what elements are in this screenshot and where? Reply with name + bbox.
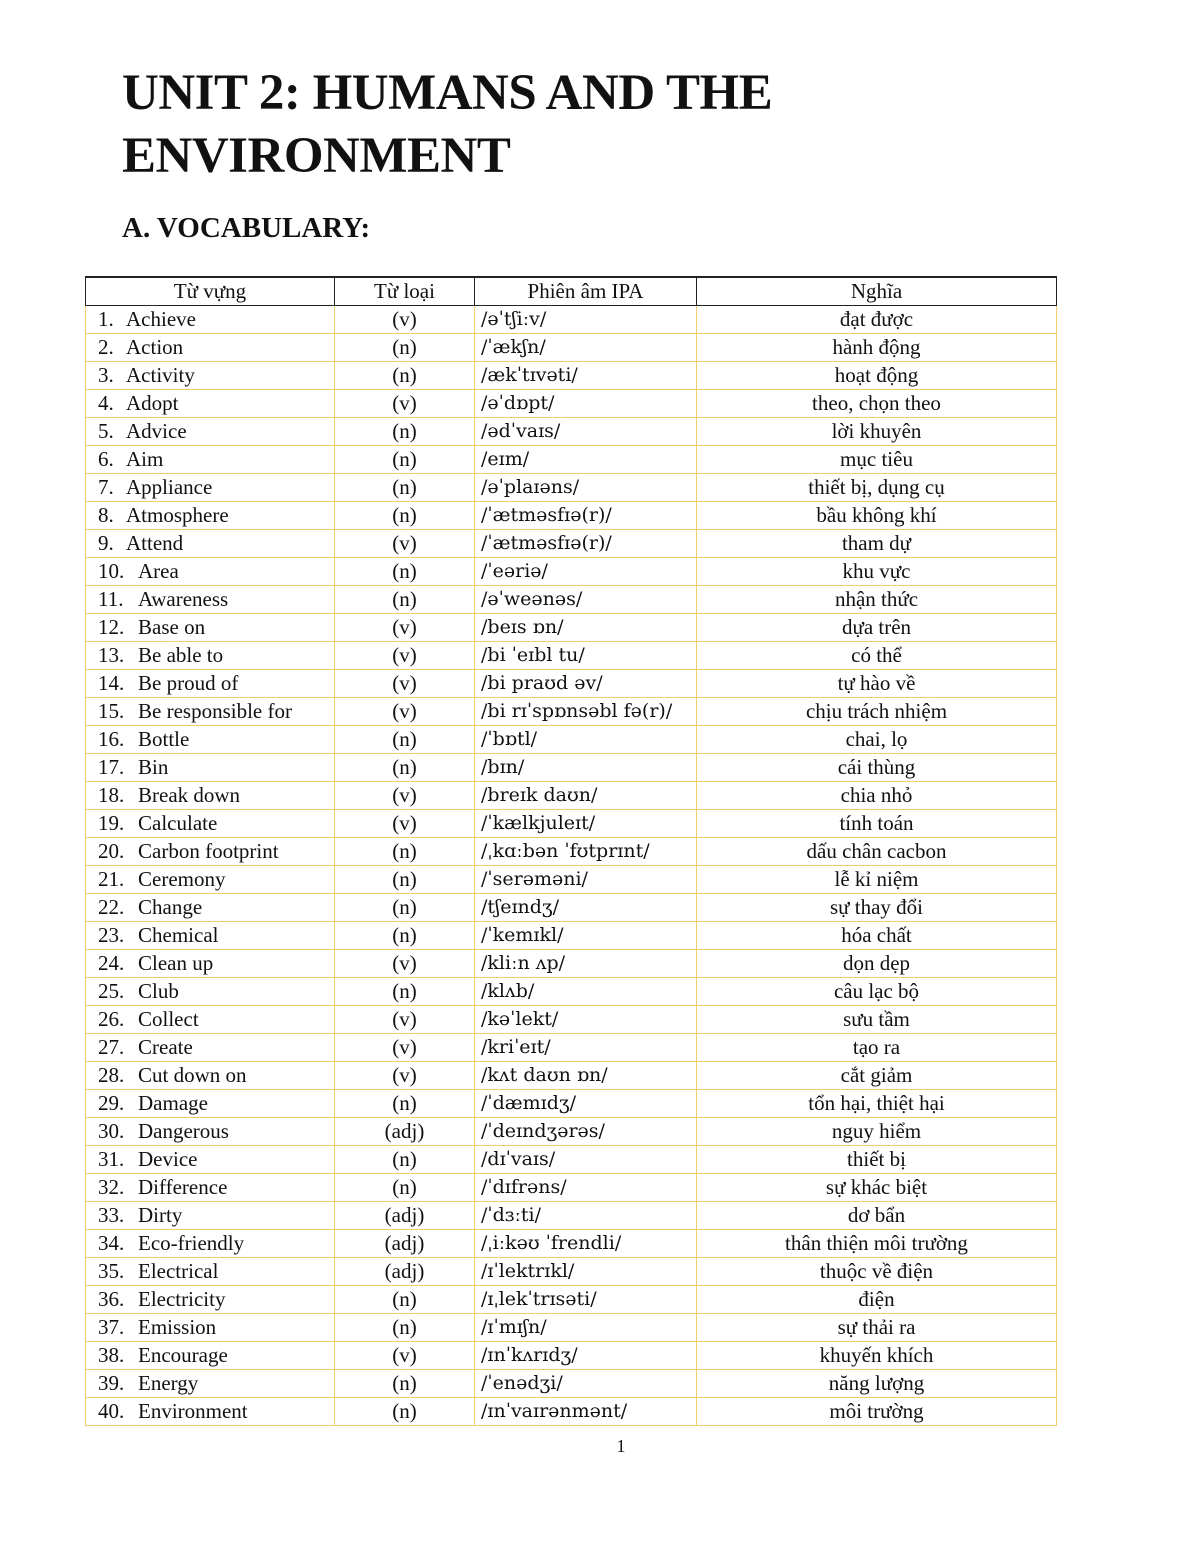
cell-ipa: /ɪˈlektrɪkl/ (475, 1258, 697, 1286)
word-text: Change (138, 895, 203, 919)
row-number: 32. (98, 1175, 125, 1199)
row-number: 20. (98, 839, 125, 863)
word-text: Eco-friendly (138, 1231, 245, 1255)
row-number: 31. (98, 1147, 125, 1171)
cell-word (86, 614, 335, 642)
page-title: UNIT 2: HUMANS AND THE ENVIRONMENT (122, 65, 773, 184)
cell-part-of-speech: (v) (335, 1006, 475, 1034)
table-row (86, 1062, 1057, 1090)
word-text: Club (138, 979, 179, 1003)
cell-word (86, 810, 335, 838)
word-text: Electrical (138, 1259, 219, 1283)
row-number: 4. (98, 391, 114, 415)
cell-ipa: /ˈækʃn/ (475, 334, 697, 362)
cell-part-of-speech: (n) (335, 1286, 475, 1314)
cell-part-of-speech: (adj) (335, 1202, 475, 1230)
cell-meaning: lễ kỉ niệm (697, 866, 1057, 894)
header-ipa: Phiên âm IPA (475, 277, 697, 306)
cell-meaning: có thể (697, 642, 1057, 670)
cell-ipa: /breɪk daʊn/ (475, 782, 697, 810)
table-header-row (86, 277, 1057, 306)
cell-word (86, 446, 335, 474)
cell-part-of-speech: (v) (335, 698, 475, 726)
cell-word (86, 642, 335, 670)
cell-meaning: tham dự (697, 530, 1057, 558)
cell-part-of-speech: (v) (335, 950, 475, 978)
cell-ipa: /ˈenədʒi/ (475, 1370, 697, 1398)
table-row (86, 950, 1057, 978)
cell-part-of-speech: (adj) (335, 1230, 475, 1258)
cell-word (86, 726, 335, 754)
cell-meaning: dọn dẹp (697, 950, 1057, 978)
word-text: Achieve (126, 307, 196, 331)
page-number: 1 (616, 1436, 626, 1456)
cell-ipa: /beɪs ɒn/ (475, 614, 697, 642)
header-part-of-speech: Từ loại (335, 277, 475, 306)
cell-ipa: /ɪnˈkʌrɪdʒ/ (475, 1342, 697, 1370)
cell-meaning: chia nhỏ (697, 782, 1057, 810)
word-text: Atmosphere (126, 503, 229, 527)
word-text: Attend (126, 531, 184, 555)
table-row (86, 1090, 1057, 1118)
row-number: 34. (98, 1231, 125, 1255)
cell-part-of-speech: (n) (335, 894, 475, 922)
cell-word (86, 418, 335, 446)
cell-word (86, 1174, 335, 1202)
cell-word (86, 838, 335, 866)
word-text: Collect (138, 1007, 199, 1031)
cell-word (86, 978, 335, 1006)
cell-word (86, 670, 335, 698)
row-number: 3. (98, 363, 114, 387)
table-row (86, 474, 1057, 502)
cell-ipa: /ˌkɑːbən ˈfʊtprɪnt/ (475, 838, 697, 866)
cell-word (86, 530, 335, 558)
cell-word (86, 894, 335, 922)
word-text: Break down (138, 783, 241, 807)
cell-word (86, 922, 335, 950)
table-row (86, 1202, 1057, 1230)
word-text: Area (138, 559, 179, 583)
row-number: 29. (98, 1091, 125, 1115)
cell-ipa: /ˈdɪfrəns/ (475, 1174, 697, 1202)
row-number: 19. (98, 811, 125, 835)
cell-part-of-speech: (v) (335, 1342, 475, 1370)
word-text: Adopt (126, 391, 179, 415)
word-text: Ceremony (138, 867, 226, 891)
cell-ipa: /ˈætməsfɪə(r)/ (475, 530, 697, 558)
row-number: 8. (98, 503, 114, 527)
table-row (86, 1034, 1057, 1062)
table-row (86, 362, 1057, 390)
table-row (86, 530, 1057, 558)
table-row (86, 558, 1057, 586)
cell-part-of-speech: (v) (335, 810, 475, 838)
table-row (86, 1258, 1057, 1286)
word-text: Environment (138, 1399, 248, 1423)
cell-part-of-speech: (n) (335, 922, 475, 950)
word-text: Difference (138, 1175, 228, 1199)
cell-ipa: /ɪˈmɪʃn/ (475, 1314, 697, 1342)
row-number: 10. (98, 559, 125, 583)
cell-ipa: /ˈserəməni/ (475, 866, 697, 894)
cell-ipa: /ˈdeɪndʒərəs/ (475, 1118, 697, 1146)
word-text: Be able to (138, 643, 224, 667)
row-number: 28. (98, 1063, 125, 1087)
vocabulary-table (85, 276, 1057, 1426)
cell-part-of-speech: (n) (335, 1398, 475, 1426)
cell-meaning: điện (697, 1286, 1057, 1314)
cell-ipa: /bɪn/ (475, 754, 697, 782)
row-number: 5. (98, 419, 114, 443)
table-row (86, 782, 1057, 810)
cell-word (86, 306, 335, 334)
cell-word (86, 1398, 335, 1426)
cell-word (86, 1090, 335, 1118)
row-number: 27. (98, 1035, 125, 1059)
row-number: 15. (98, 699, 125, 723)
word-text: Carbon footprint (138, 839, 279, 863)
cell-ipa: /eɪm/ (475, 446, 697, 474)
cell-word (86, 698, 335, 726)
cell-part-of-speech: (n) (335, 502, 475, 530)
cell-ipa: /klʌb/ (475, 978, 697, 1006)
cell-word (86, 586, 335, 614)
word-text: Advice (126, 419, 187, 443)
word-text: Bottle (138, 727, 190, 751)
table-row (86, 922, 1057, 950)
word-text: Action (126, 335, 184, 359)
cell-part-of-speech: (v) (335, 642, 475, 670)
cell-ipa: /bi rɪˈspɒnsəbl fə(r)/ (475, 698, 697, 726)
cell-part-of-speech: (v) (335, 1062, 475, 1090)
word-text: Emission (138, 1315, 217, 1339)
cell-word (86, 1006, 335, 1034)
cell-word (86, 1230, 335, 1258)
row-number: 26. (98, 1007, 125, 1031)
row-number: 35. (98, 1259, 125, 1283)
cell-meaning: sự thải ra (697, 1314, 1057, 1342)
row-number: 38. (98, 1343, 125, 1367)
cell-meaning: theo, chọn theo (697, 390, 1057, 418)
cell-ipa: /kəˈlekt/ (475, 1006, 697, 1034)
row-number: 30. (98, 1119, 125, 1143)
table-row (86, 978, 1057, 1006)
row-number: 39. (98, 1371, 125, 1395)
cell-part-of-speech: (n) (335, 754, 475, 782)
cell-part-of-speech: (n) (335, 474, 475, 502)
table-row (86, 754, 1057, 782)
cell-ipa: /ɪnˈvaɪrənmənt/ (475, 1398, 697, 1426)
cell-part-of-speech: (n) (335, 838, 475, 866)
cell-ipa: /ɪˌlekˈtrɪsəti/ (475, 1286, 697, 1314)
cell-meaning: lời khuyên (697, 418, 1057, 446)
table-row (86, 334, 1057, 362)
table-row (86, 1118, 1057, 1146)
cell-meaning: câu lạc bộ (697, 978, 1057, 1006)
cell-meaning: sưu tầm (697, 1006, 1057, 1034)
word-text: Create (138, 1035, 193, 1059)
cell-part-of-speech: (n) (335, 558, 475, 586)
table-row (86, 1286, 1057, 1314)
table-row (86, 306, 1057, 334)
header-meaning: Nghĩa (697, 277, 1057, 306)
cell-part-of-speech: (n) (335, 334, 475, 362)
cell-part-of-speech: (v) (335, 670, 475, 698)
word-text: Dangerous (138, 1119, 229, 1143)
cell-part-of-speech: (n) (335, 1090, 475, 1118)
word-text: Base on (138, 615, 206, 639)
row-number: 11. (98, 587, 124, 611)
cell-word (86, 1286, 335, 1314)
cell-meaning: tổn hại, thiệt hại (697, 1090, 1057, 1118)
row-number: 12. (98, 615, 125, 639)
cell-part-of-speech: (n) (335, 586, 475, 614)
table-row (86, 1370, 1057, 1398)
cell-meaning: cắt giảm (697, 1062, 1057, 1090)
cell-ipa: /əˈplaɪəns/ (475, 474, 697, 502)
word-text: Be proud of (138, 671, 239, 695)
cell-ipa: /ˈkælkjuleɪt/ (475, 810, 697, 838)
cell-meaning: chịu trách nhiệm (697, 698, 1057, 726)
cell-part-of-speech: (v) (335, 306, 475, 334)
cell-ipa: /kliːn ʌp/ (475, 950, 697, 978)
cell-word (86, 754, 335, 782)
cell-meaning: thuộc về điện (697, 1258, 1057, 1286)
vocabulary-table-body (86, 306, 1057, 1426)
table-row (86, 1398, 1057, 1426)
row-number: 37. (98, 1315, 125, 1339)
table-row (86, 810, 1057, 838)
row-number: 33. (98, 1203, 125, 1227)
cell-word (86, 1146, 335, 1174)
cell-word (86, 1118, 335, 1146)
row-number: 9. (98, 531, 114, 555)
cell-word (86, 558, 335, 586)
row-number: 24. (98, 951, 125, 975)
cell-word (86, 390, 335, 418)
word-text: Activity (126, 363, 195, 387)
cell-meaning: nguy hiểm (697, 1118, 1057, 1146)
section-heading: A. VOCABULARY: (122, 212, 371, 244)
cell-meaning: chai, lọ (697, 726, 1057, 754)
cell-word (86, 866, 335, 894)
cell-part-of-speech: (v) (335, 530, 475, 558)
cell-ipa: /ˈeəriə/ (475, 558, 697, 586)
row-number: 2. (98, 335, 114, 359)
row-number: 40. (98, 1399, 125, 1423)
table-row (86, 614, 1057, 642)
word-text: Awareness (138, 587, 229, 611)
row-number: 22. (98, 895, 125, 919)
table-row (86, 838, 1057, 866)
cell-word (86, 950, 335, 978)
word-text: Chemical (138, 923, 219, 947)
cell-word (86, 1342, 335, 1370)
cell-word (86, 474, 335, 502)
word-text: Encourage (138, 1343, 228, 1367)
word-text: Electricity (138, 1287, 226, 1311)
cell-meaning: đạt được (697, 306, 1057, 334)
word-text: Damage (138, 1091, 208, 1115)
cell-word (86, 1202, 335, 1230)
cell-meaning: tính toán (697, 810, 1057, 838)
cell-part-of-speech: (v) (335, 782, 475, 810)
row-number: 6. (98, 447, 114, 471)
table-row (86, 1230, 1057, 1258)
word-text: Calculate (138, 811, 218, 835)
cell-ipa: /ˈkemɪkl/ (475, 922, 697, 950)
cell-word (86, 502, 335, 530)
cell-meaning: bầu không khí (697, 502, 1057, 530)
cell-part-of-speech: (v) (335, 1034, 475, 1062)
cell-meaning: dấu chân cacbon (697, 838, 1057, 866)
table-row (86, 390, 1057, 418)
cell-part-of-speech: (n) (335, 446, 475, 474)
table-row (86, 726, 1057, 754)
cell-meaning: mục tiêu (697, 446, 1057, 474)
cell-ipa: /ˈætməsfɪə(r)/ (475, 502, 697, 530)
cell-part-of-speech: (n) (335, 726, 475, 754)
cell-word (86, 1314, 335, 1342)
row-number: 16. (98, 727, 125, 751)
word-text: Cut down on (138, 1063, 247, 1087)
table-row (86, 418, 1057, 446)
table-row (86, 586, 1057, 614)
cell-ipa: /ˈdæmɪdʒ/ (475, 1090, 697, 1118)
cell-meaning: cái thùng (697, 754, 1057, 782)
cell-part-of-speech: (n) (335, 362, 475, 390)
table-row (86, 698, 1057, 726)
cell-meaning: khu vực (697, 558, 1057, 586)
row-number: 36. (98, 1287, 125, 1311)
table-row (86, 1006, 1057, 1034)
cell-part-of-speech: (v) (335, 390, 475, 418)
cell-meaning: thiết bị, dụng cụ (697, 474, 1057, 502)
row-number: 14. (98, 671, 125, 695)
cell-word (86, 1062, 335, 1090)
cell-word (86, 1258, 335, 1286)
cell-part-of-speech: (n) (335, 1174, 475, 1202)
table-row (86, 1146, 1057, 1174)
row-number: 23. (98, 923, 125, 947)
cell-ipa: /bi praʊd əv/ (475, 670, 697, 698)
table-row (86, 894, 1057, 922)
table-row (86, 670, 1057, 698)
cell-ipa: /əˈdɒpt/ (475, 390, 697, 418)
cell-ipa: /ˌiːkəʊ ˈfrendli/ (475, 1230, 697, 1258)
word-text: Clean up (138, 951, 214, 975)
header-word: Từ vựng (86, 277, 335, 306)
cell-meaning: tạo ra (697, 1034, 1057, 1062)
cell-meaning: hành động (697, 334, 1057, 362)
cell-meaning: sự khác biệt (697, 1174, 1057, 1202)
cell-ipa: /ˈbɒtl/ (475, 726, 697, 754)
cell-word (86, 362, 335, 390)
table-row (86, 1342, 1057, 1370)
cell-ipa: /ˈdɜːti/ (475, 1202, 697, 1230)
row-number: 17. (98, 755, 125, 779)
cell-meaning: môi trường (697, 1398, 1057, 1426)
table-row (86, 1314, 1057, 1342)
cell-ipa: /əˈweənəs/ (475, 586, 697, 614)
cell-ipa: /tʃeɪndʒ/ (475, 894, 697, 922)
cell-meaning: dơ bẩn (697, 1202, 1057, 1230)
cell-part-of-speech: (n) (335, 1146, 475, 1174)
cell-ipa: /ækˈtɪvəti/ (475, 362, 697, 390)
word-text: Energy (138, 1371, 199, 1395)
cell-ipa: /dɪˈvaɪs/ (475, 1146, 697, 1174)
cell-part-of-speech: (n) (335, 418, 475, 446)
table-row (86, 866, 1057, 894)
cell-part-of-speech: (n) (335, 1314, 475, 1342)
word-text: Device (138, 1147, 198, 1171)
cell-meaning: sự thay đổi (697, 894, 1057, 922)
cell-ipa: /bi ˈeɪbl tu/ (475, 642, 697, 670)
table-row (86, 446, 1057, 474)
cell-part-of-speech: (adj) (335, 1258, 475, 1286)
cell-part-of-speech: (v) (335, 614, 475, 642)
cell-part-of-speech: (n) (335, 978, 475, 1006)
cell-meaning: nhận thức (697, 586, 1057, 614)
cell-meaning: năng lượng (697, 1370, 1057, 1398)
row-number: 25. (98, 979, 125, 1003)
table-row (86, 642, 1057, 670)
word-text: Be responsible for (138, 699, 292, 723)
cell-ipa: /kʌt daʊn ɒn/ (475, 1062, 697, 1090)
table-row (86, 502, 1057, 530)
row-number: 1. (98, 307, 114, 331)
word-text: Aim (126, 447, 164, 471)
cell-meaning: dựa trên (697, 614, 1057, 642)
cell-meaning: tự hào về (697, 670, 1057, 698)
cell-meaning: hóa chất (697, 922, 1057, 950)
cell-word (86, 1370, 335, 1398)
cell-ipa: /əˈtʃiːv/ (475, 306, 697, 334)
cell-word (86, 1034, 335, 1062)
table-row (86, 1174, 1057, 1202)
cell-word (86, 782, 335, 810)
cell-ipa: /ədˈvaɪs/ (475, 418, 697, 446)
cell-meaning: hoạt động (697, 362, 1057, 390)
cell-meaning: thân thiện môi trường (697, 1230, 1057, 1258)
word-text: Appliance (126, 475, 213, 499)
row-number: 21. (98, 867, 125, 891)
cell-part-of-speech: (n) (335, 866, 475, 894)
cell-word (86, 334, 335, 362)
cell-meaning: khuyến khích (697, 1342, 1057, 1370)
cell-part-of-speech: (adj) (335, 1118, 475, 1146)
word-text: Dirty (138, 1203, 183, 1227)
cell-part-of-speech: (n) (335, 1370, 475, 1398)
row-number: 18. (98, 783, 125, 807)
word-text: Bin (138, 755, 169, 779)
cell-ipa: /kriˈeɪt/ (475, 1034, 697, 1062)
cell-meaning: thiết bị (697, 1146, 1057, 1174)
row-number: 7. (98, 475, 114, 499)
row-number: 13. (98, 643, 125, 667)
